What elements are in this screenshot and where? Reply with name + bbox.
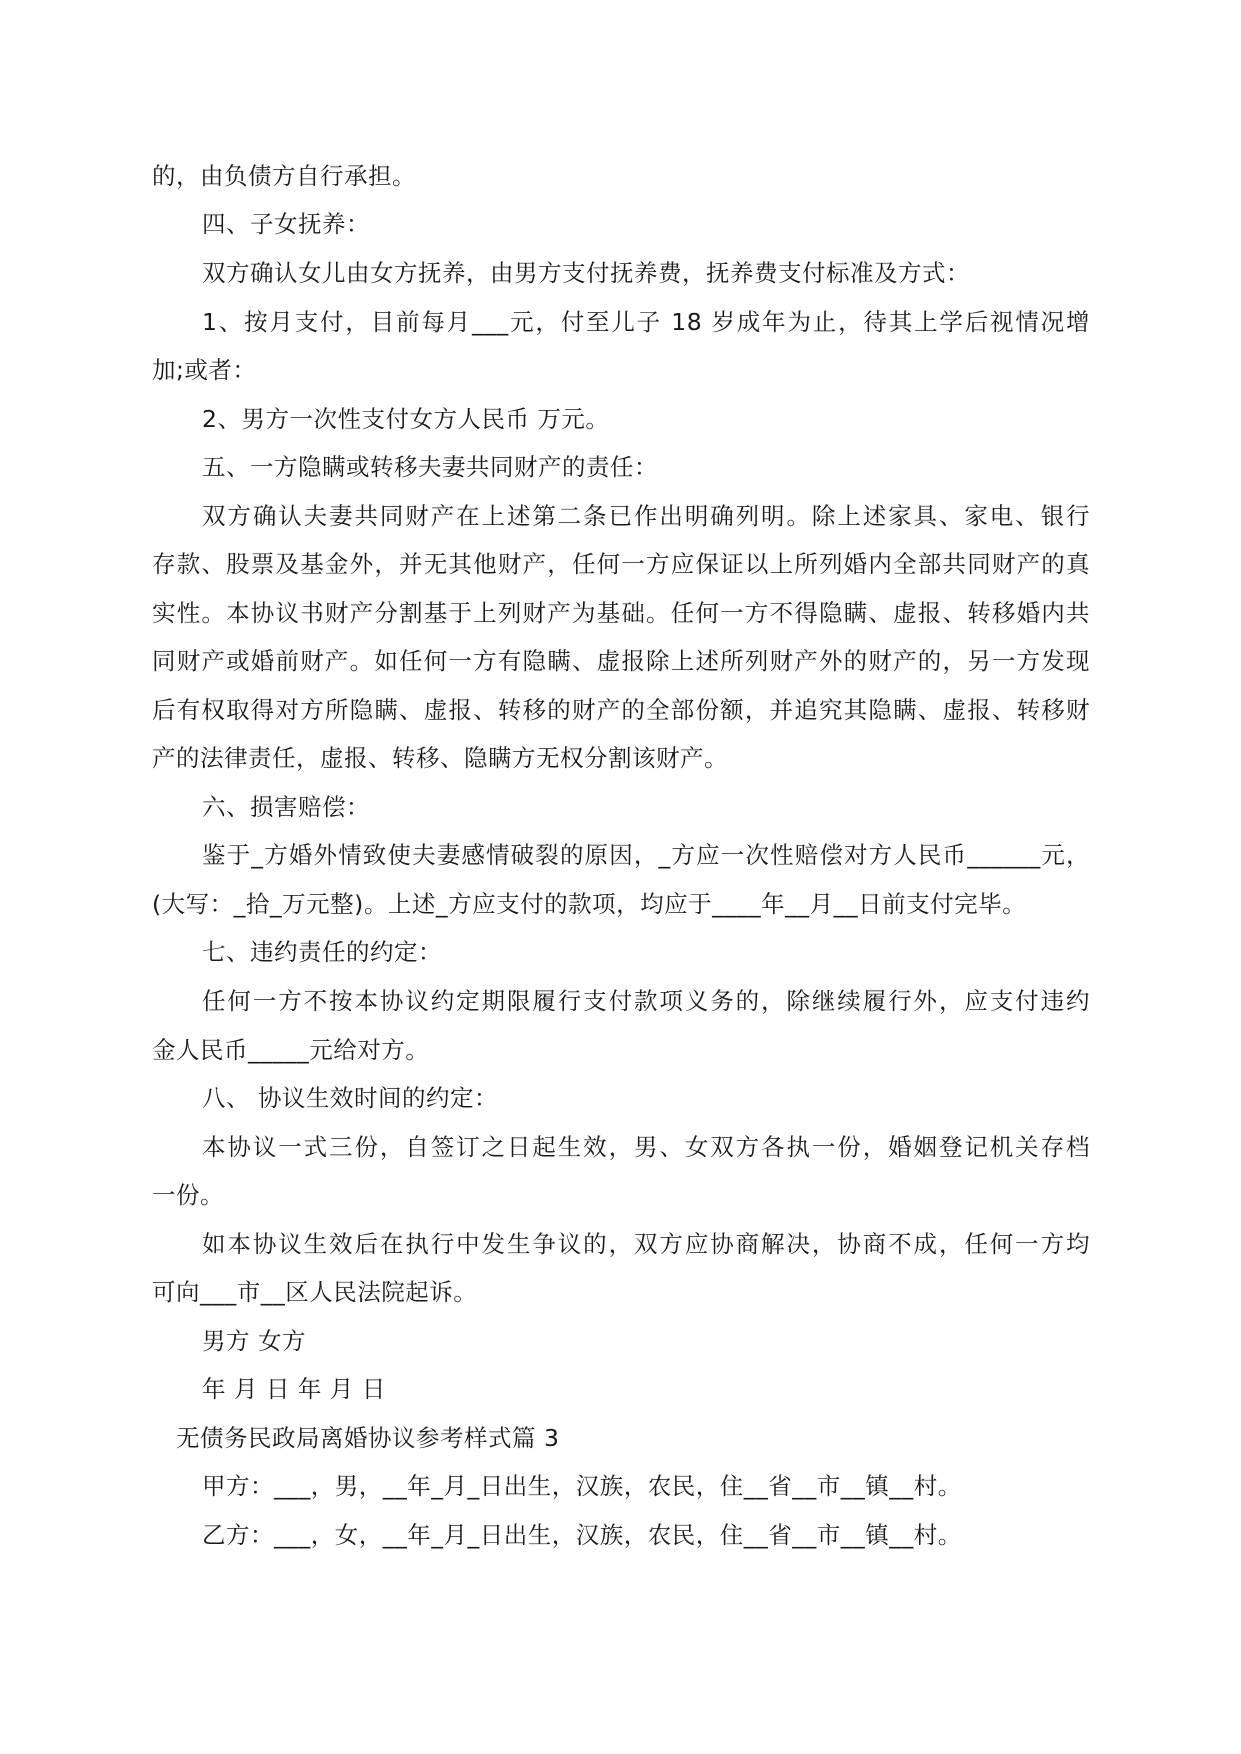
paragraph-line: 任何一方不按本协议约定期限履行支付款项义务的，除继续履行外，应支付违约 <box>202 987 1090 1015</box>
signature-parties: 男方 女方 <box>202 1327 306 1355</box>
paragraph-line: 加;或者： <box>152 356 257 384</box>
paragraph-line: 双方确认女儿由女方抚养，由男方支付抚养费，抚养费支付标准及方式： <box>202 259 970 287</box>
paragraph-line: 同财产或婚前财产。如任何一方有隐瞒、虚报除上述所列财产外的财产的，另一方发现 <box>152 647 1090 675</box>
section-heading: 六、损害赔偿： <box>202 793 370 821</box>
paragraph-line: 如本协议生效后在执行中发生争议的，双方应协商解决，协商不成，任何一方均 <box>202 1230 1090 1258</box>
paragraph-line: 实性。本协议书财产分割基于上列财产为基础。任何一方不得隐瞒、虚报、转移婚内共 <box>152 599 1090 627</box>
section-heading: 七、违约责任的约定： <box>202 938 442 966</box>
paragraph-line: 存款、股票及基金外，并无其他财产，任何一方应保证以上所列婚内全部共同财产的真 <box>152 550 1090 578</box>
paragraph-line: 双方确认夫妻共同财产在上述第二条已作出明确列明。除上述家具、家电、银行 <box>202 502 1090 530</box>
paragraph-line: 的，由负债方自行承担。 <box>152 162 416 190</box>
paragraph-line: 一份。 <box>152 1181 224 1209</box>
paragraph-line: 可向___市__区人民法院起诉。 <box>152 1278 478 1306</box>
section-heading: 八、 协议生效时间的约定： <box>202 1084 498 1112</box>
paragraph-line: 金人民币_____元给对方。 <box>152 1036 430 1064</box>
document-subtitle: 无债务民政局离婚协议参考样式篇 3 <box>176 1424 560 1452</box>
signature-dates: 年 月 日 年 月 日 <box>202 1375 386 1403</box>
paragraph-line: 本协议一式三份，自签订之日起生效，男、女双方各执一份，婚姻登记机关存档 <box>202 1133 1090 1161</box>
paragraph-line: 1、按月支付，目前每月___元，付至儿子 18 岁成年为止，待其上学后视情况增 <box>202 308 1090 336</box>
paragraph-line: 2、男方一次性支付女方人民币 万元。 <box>202 405 610 433</box>
section-heading: 四、子女抚养： <box>202 210 370 238</box>
paragraph-line: 鉴于_方婚外情致使夫妻感情破裂的原因，_方应一次性赔偿对方人民币______元， <box>202 841 1090 869</box>
paragraph-line: 产的法律责任，虚报、转移、隐瞒方无权分割该财产。 <box>152 744 728 772</box>
section-heading: 五、一方隐瞒或转移夫妻共同财产的责任： <box>202 453 658 481</box>
party-b-line: 乙方：___，女，__年_月_日出生，汉族，农民，住__省__市__镇__村。 <box>202 1521 962 1549</box>
paragraph-line: 后有权取得对方所隐瞒、虚报、转移的财产的全部份额，并追究其隐瞒、虚报、转移财 <box>152 696 1090 724</box>
party-a-line: 甲方：___，男，__年_月_日出生，汉族，农民，住__省__市__镇__村。 <box>202 1472 962 1500</box>
paragraph-line: (大写：_拾_万元整)。上述_方应支付的款项，均应于____年__月__日前支付完毕。 <box>152 890 1027 918</box>
